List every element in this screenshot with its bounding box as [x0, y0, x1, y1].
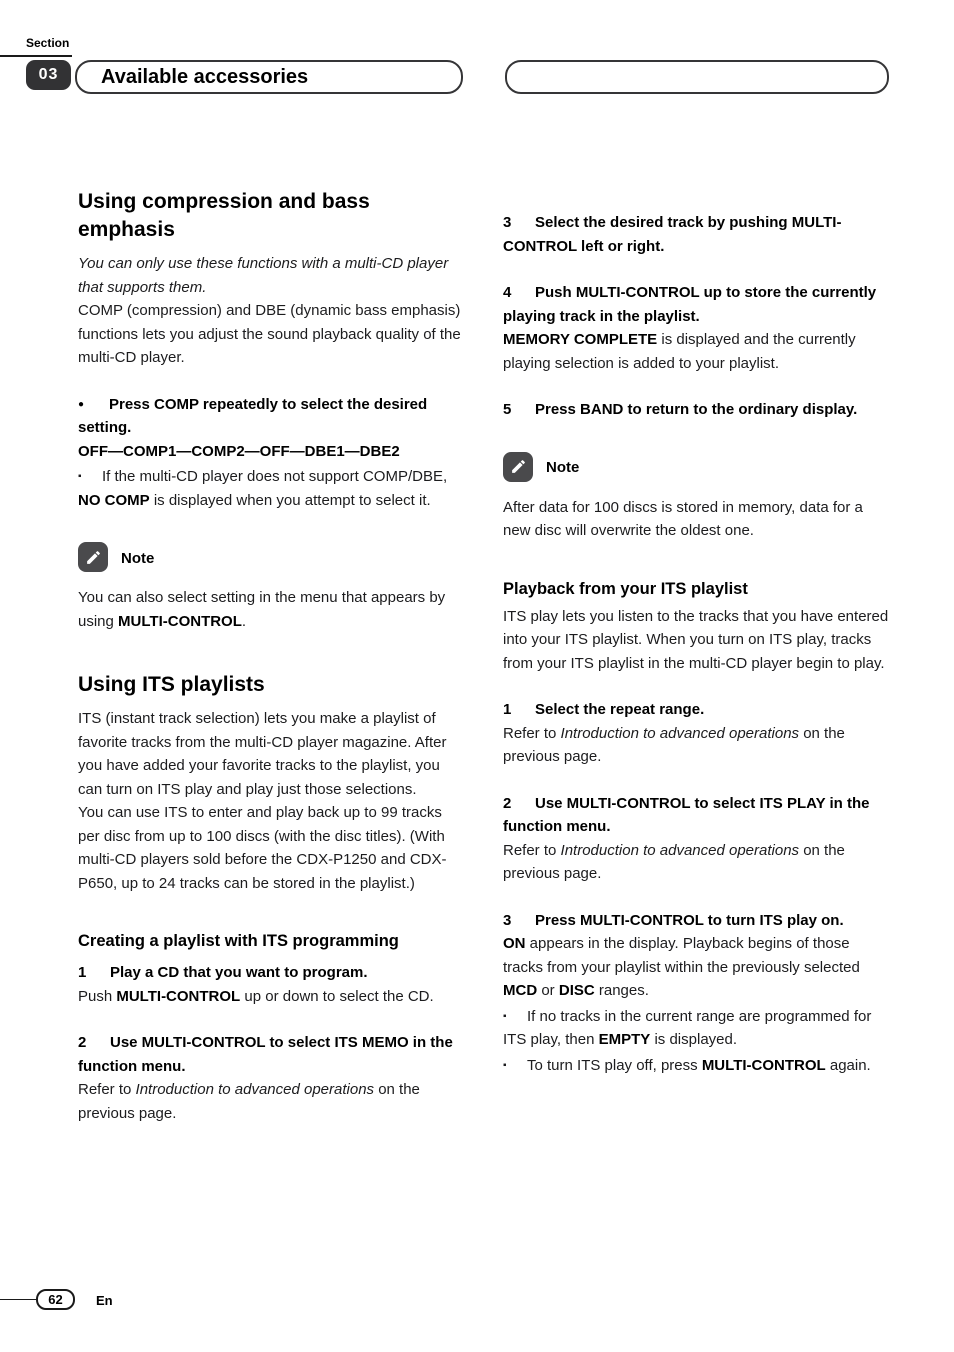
left-column [78, 188, 465, 1125]
page-language: En [96, 1293, 113, 1308]
paragraph: Refer to Introduction to advanced operations on the previous page. [503, 724, 845, 765]
step-paragraph: 1 Select the repeat range. [503, 698, 890, 722]
page-header-box [75, 60, 463, 94]
right-column [503, 188, 890, 1125]
paragraph: Push MULTI-CONTROL up or down to select the CD. [78, 987, 434, 1005]
step-paragraph: 1 Play a CD that you want to program. [78, 961, 465, 985]
paragraph: After data for 100 discs is stored in memory, data for a new disc will overwrite the oldest one. [503, 498, 863, 539]
paragraph: Refer to Introduction to advanced operations on the previous page. [503, 841, 845, 882]
content-columns [78, 188, 890, 1125]
paragraph: You can only use these functions with a multi-CD player that supports them. [78, 255, 449, 296]
section-heading: Using compression and bass emphasis [78, 190, 370, 241]
paragraph: ITS (instant track selection) lets you make a playlist of favorite tracks from the multi-CD player magazine. After you have added your favorite tracks to the playlist, you can turn on ITS play and play just those selections. [78, 710, 447, 798]
note-pencil-icon [503, 452, 533, 482]
step-number: 1 [503, 701, 512, 718]
note-bullet-item: ▪ If the multi-CD player does not support COMP/DBE, NO COMP is displayed when you attempt to select it. [78, 465, 465, 512]
section-number-badge: 03 [26, 60, 71, 90]
note-label: Note [546, 459, 580, 476]
note-callout [78, 542, 465, 572]
page-number-badge: 62 [36, 1289, 75, 1310]
step-paragraph: 3 Press MULTI-CONTROL to turn ITS play on. [503, 909, 890, 933]
note-bullet-item: ▪ To turn ITS play off, press MULTI-CONTROL again. [503, 1054, 890, 1078]
step-paragraph: 4 Push MULTI-CONTROL up to store the currently playing track in the playlist. [503, 281, 890, 328]
circle-bullet-icon: ● [78, 398, 85, 410]
note-pencil-icon [78, 542, 108, 572]
note-header [503, 452, 890, 482]
section-heading: Using ITS playlists [78, 673, 265, 696]
step-paragraph: 3 Select the desired track by pushing MULTI-CONTROL left or right. [503, 211, 890, 258]
step-number: 2 [78, 1034, 87, 1051]
paragraph: You can use ITS to enter and play back up to 99 tracks per disc from up to 100 discs (with the disc titles). (With multi-CD players sold before the CDX-P1250 and CDX-P650, up to 24 tracks can be stored in the playlist.) [78, 804, 447, 892]
paragraph: MEMORY COMPLETE is displayed and the currently playing selection is added to your playlist. [503, 331, 856, 372]
bullet-item: ● Press COMP repeatedly to select the desired setting. [78, 393, 465, 440]
paragraph: Refer to Introduction to advanced operations on the previous page. [78, 1081, 420, 1122]
step-number: 4 [503, 284, 512, 301]
step-number: 3 [503, 214, 512, 231]
section-label: Section [26, 36, 70, 50]
step-number: 1 [78, 964, 87, 981]
note-header [78, 542, 465, 572]
square-bullet-icon: ▪ [78, 471, 82, 482]
step-number: 3 [503, 911, 512, 929]
note-bullet-item: ▪ If no tracks in the current range are programmed for ITS play, then EMPTY is displayed. [503, 1005, 890, 1052]
step-paragraph: 2 Use MULTI-CONTROL to select ITS MEMO in the function menu. [78, 1031, 465, 1078]
bold-line: OFF—COMP1—COMP2—OFF—DBE1—DBE2 [78, 442, 400, 460]
sub-heading: Playback from your ITS playlist [503, 579, 748, 598]
paragraph: ON appears in the display. Playback begins of those tracks from your playlist within the previously selected MCD or DISC ranges. [503, 935, 860, 999]
page-title: Available accessories [101, 65, 309, 88]
square-bullet-icon: ▪ [503, 1059, 507, 1071]
step-paragraph: 2 Use MULTI-CONTROL to select ITS PLAY in the function menu. [503, 792, 890, 839]
step-paragraph: 5 Press BAND to return to the ordinary display. [503, 398, 890, 422]
step-number: 2 [503, 794, 512, 812]
sub-heading: Creating a playlist with ITS programming [78, 932, 399, 950]
paragraph: COMP (compression) and DBE (dynamic bass emphasis) functions lets you adjust the sound playback quality of the multi-CD player. [78, 302, 461, 366]
note-label: Note [121, 549, 155, 567]
paragraph: You can also select setting in the menu that appears by using MULTI-CONTROL. [78, 589, 446, 630]
section-rule [0, 55, 72, 57]
header-spacer-box [505, 60, 889, 94]
step-number: 5 [503, 401, 512, 418]
note-callout [503, 452, 890, 482]
footer-rule [0, 1299, 36, 1300]
square-bullet-icon: ▪ [503, 1010, 507, 1022]
paragraph: ITS play lets you listen to the tracks that you have entered into your ITS playlist. When you turn on ITS play, tracks from your ITS playlist in the multi-CD player begin to play. [503, 607, 889, 672]
